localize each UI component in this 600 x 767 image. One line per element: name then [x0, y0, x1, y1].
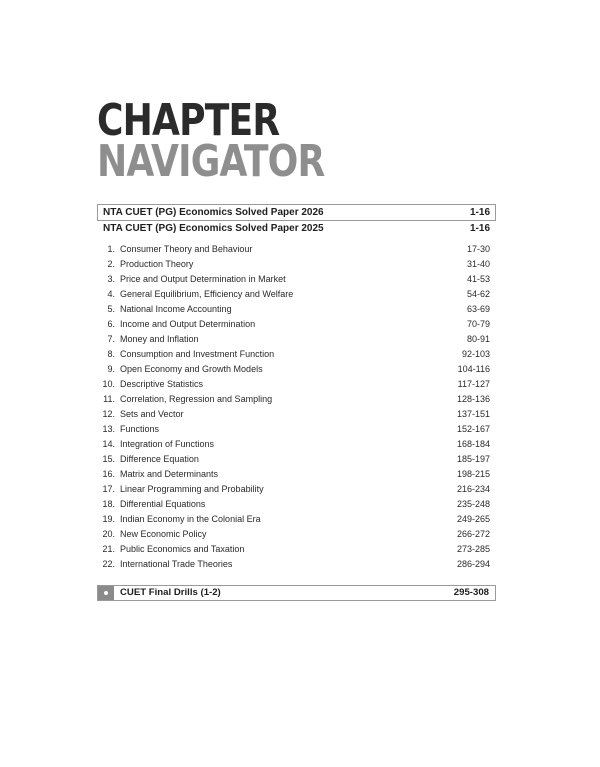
- chapter-item[interactable]: [97, 317, 496, 332]
- chapter-number: 1.: [107, 244, 115, 254]
- chapter-item[interactable]: [97, 332, 496, 347]
- chapter-number: 21.: [102, 544, 115, 554]
- chapter-title: National Income Accounting: [120, 304, 232, 314]
- chapter-item[interactable]: [97, 542, 496, 557]
- chapter-title: Sets and Vector: [120, 409, 184, 419]
- chapter-item[interactable]: [97, 392, 496, 407]
- chapter-title: Price and Output Determination in Market: [120, 274, 286, 284]
- chapter-item[interactable]: [97, 377, 496, 392]
- chapter-pages: 266-272: [456, 529, 490, 539]
- chapter-item[interactable]: [97, 482, 496, 497]
- chapter-number: 2.: [107, 259, 115, 269]
- chapter-pages: 273-285: [456, 544, 490, 554]
- chapter-number: 20.: [102, 529, 115, 539]
- chapter-number: 22.: [102, 559, 115, 569]
- chapter-pages: 54-62: [466, 289, 490, 299]
- chapter-pages: 249-265: [456, 514, 490, 524]
- final-drills-label: CUET Final Drills (1-2): [120, 587, 221, 598]
- chapter-item[interactable]: [97, 437, 496, 452]
- chapter-number: 12.: [102, 409, 115, 419]
- chapter-title: Open Economy and Growth Models: [120, 364, 263, 374]
- chapter-title: Income and Output Determination: [120, 319, 256, 329]
- chapter-title: Differential Equations: [120, 499, 206, 509]
- chapter-item[interactable]: [97, 512, 496, 527]
- chapter-title: Indian Economy in the Colonial Era: [120, 514, 261, 524]
- chapter-title: Difference Equation: [120, 454, 199, 464]
- chapter-pages: 104-116: [457, 364, 490, 374]
- chapter-pages: 41-53: [466, 274, 490, 284]
- chapter-pages: 63-69: [466, 304, 490, 314]
- final-drills-row[interactable]: [97, 585, 496, 601]
- solved-paper-pages: 1-16: [469, 223, 490, 234]
- chapter-number: 3.: [107, 274, 115, 284]
- chapter-title: Money and Inflation: [120, 334, 199, 344]
- chapter-number: 9.: [107, 364, 115, 374]
- chapter-pages: 80-91: [466, 334, 490, 344]
- chapter-number: 15.: [102, 454, 115, 464]
- chapter-pages: 17-30: [466, 244, 490, 254]
- chapter-item[interactable]: [97, 287, 496, 302]
- title-navigator: NAVIGATOR: [97, 136, 325, 187]
- chapter-title: Correlation, Regression and Sampling: [120, 394, 273, 404]
- chapter-number: 5.: [107, 304, 115, 314]
- chapter-number: 10.: [102, 379, 115, 389]
- chapter-pages: 198-215: [456, 469, 490, 479]
- chapter-title: New Economic Policy: [120, 529, 207, 539]
- chapter-pages: 31-40: [466, 259, 490, 269]
- chapter-title: Consumer Theory and Behaviour: [120, 244, 253, 254]
- chapter-item[interactable]: [97, 497, 496, 512]
- chapter-pages: 152-167: [456, 424, 490, 434]
- chapter-list: [97, 242, 496, 572]
- chapter-pages: 92-103: [461, 349, 490, 359]
- chapter-title: International Trade Theories: [120, 559, 233, 569]
- chapter-title: Production Theory: [120, 259, 194, 269]
- chapter-number: 18.: [102, 499, 115, 509]
- chapter-number: 14.: [102, 439, 115, 449]
- chapter-number: 6.: [107, 319, 115, 329]
- chapter-item[interactable]: [97, 257, 496, 272]
- chapter-item[interactable]: [97, 302, 496, 317]
- chapter-item[interactable]: [97, 422, 496, 437]
- chapter-item[interactable]: [97, 527, 496, 542]
- chapter-number: 4.: [107, 289, 115, 299]
- solved-paper-label: NTA CUET (PG) Economics Solved Paper 2025: [103, 223, 324, 234]
- chapter-number: 7.: [107, 334, 115, 344]
- chapter-number: 19.: [102, 514, 115, 524]
- title-chapter: CHAPTER: [97, 95, 280, 146]
- bullet-icon: [98, 586, 114, 600]
- chapter-pages: 128-136: [456, 394, 490, 404]
- chapter-number: 11.: [103, 394, 115, 404]
- chapter-number: 16.: [102, 469, 115, 479]
- chapter-item[interactable]: [97, 272, 496, 287]
- chapter-number: 8.: [107, 349, 115, 359]
- chapter-pages: 168-184: [456, 439, 490, 449]
- chapter-title: Functions: [120, 424, 160, 434]
- chapter-title: Matrix and Determinants: [120, 469, 219, 479]
- chapter-pages: 137-151: [456, 409, 490, 419]
- chapter-pages: 216-234: [456, 484, 490, 494]
- chapter-number: 17.: [102, 484, 115, 494]
- chapter-title: General Equilibrium, Efficiency and Welfare: [120, 289, 294, 299]
- chapter-item[interactable]: [97, 467, 496, 482]
- chapter-title: Public Economics and Taxation: [120, 544, 245, 554]
- chapter-title: Integration of Functions: [120, 439, 215, 449]
- chapter-title: Linear Programming and Probability: [120, 484, 264, 494]
- chapter-item[interactable]: [97, 362, 496, 377]
- chapter-title: Consumption and Investment Function: [120, 349, 275, 359]
- chapter-item[interactable]: [97, 242, 496, 257]
- chapter-title: Descriptive Statistics: [120, 379, 204, 389]
- chapter-pages: 117-127: [457, 379, 490, 389]
- solved-paper-2025-row[interactable]: [97, 221, 496, 236]
- chapter-number: 13.: [102, 424, 115, 434]
- chapter-pages: 70-79: [466, 319, 490, 329]
- chapter-item[interactable]: [97, 347, 496, 362]
- chapter-pages: 185-197: [456, 454, 490, 464]
- chapter-item[interactable]: [97, 557, 496, 572]
- solved-paper-pages: 1-16: [469, 207, 490, 218]
- chapter-pages: 286-294: [456, 559, 490, 569]
- solved-paper-label: NTA CUET (PG) Economics Solved Paper 2026: [103, 207, 324, 218]
- chapter-pages: 235-248: [456, 499, 490, 509]
- chapter-item[interactable]: [97, 452, 496, 467]
- solved-paper-2026-row[interactable]: [97, 205, 496, 220]
- chapter-item[interactable]: [97, 407, 496, 422]
- final-drills-pages: 295-308: [453, 587, 489, 598]
